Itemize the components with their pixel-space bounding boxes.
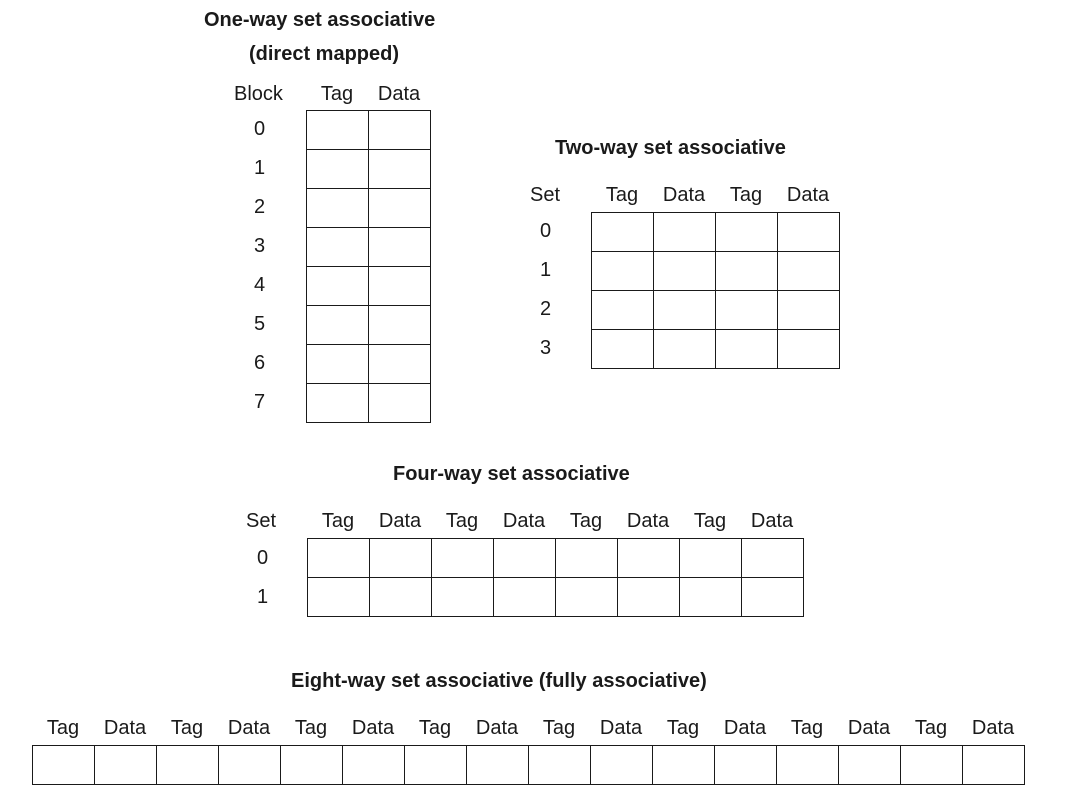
eight-way-data-cell [715, 746, 777, 785]
four-way-tag-cell [432, 539, 494, 578]
four-way-tag-cell [556, 578, 618, 617]
eight-way-col-header-tag: Tag [790, 717, 824, 739]
one-way-col-header-tag: Tag [320, 83, 354, 105]
one-way-tag-cell [307, 306, 369, 345]
one-way-data-cell [369, 384, 431, 423]
four-way-tag-cell [308, 539, 370, 578]
eight-way-data-cell [839, 746, 901, 785]
two-way-tag-cell [592, 291, 654, 330]
one-way-row-label: 7 [254, 391, 266, 413]
two-way-data-cell [778, 213, 840, 252]
four-way-col-header-data: Data [378, 510, 422, 532]
eight-way-tag-cell [901, 746, 963, 785]
one-way-data-cell [369, 267, 431, 306]
eight-way-col-header-data: Data [227, 717, 271, 739]
four-way-tag-cell [556, 539, 618, 578]
one-way-col-header-data: Data [377, 83, 421, 105]
two-way-row-header: Set [530, 184, 561, 206]
one-way-row-label: 2 [254, 196, 266, 218]
two-way-data-cell [654, 213, 716, 252]
one-way-row-header: Block [234, 83, 283, 105]
eight-way-col-header-tag: Tag [418, 717, 452, 739]
two-way-tag-cell [592, 213, 654, 252]
two-way-row-label: 2 [540, 298, 552, 320]
eight-way-col-header-tag: Tag [46, 717, 80, 739]
eight-way-data-cell [95, 746, 157, 785]
one-way-row-label: 4 [254, 274, 266, 296]
eight-way-data-cell [963, 746, 1025, 785]
two-way-data-cell [778, 330, 840, 369]
eight-way-data-cell [343, 746, 405, 785]
four-way-data-cell [742, 578, 804, 617]
eight-way-cache-grid [32, 745, 1025, 785]
one-way-data-cell [369, 189, 431, 228]
two-way-data-cell [654, 252, 716, 291]
one-way-tag-cell [307, 267, 369, 306]
eight-way-col-header-tag: Tag [542, 717, 576, 739]
one-way-tag-cell [307, 228, 369, 267]
four-way-row-label: 0 [257, 547, 269, 569]
one-way-tag-cell [307, 189, 369, 228]
two-way-tag-cell [716, 213, 778, 252]
eight-way-col-header-tag: Tag [914, 717, 948, 739]
eight-way-title: Eight-way set associative (fully associative) [291, 670, 707, 692]
four-way-col-header-tag: Tag [569, 510, 603, 532]
one-way-row-label: 5 [254, 313, 266, 335]
two-way-data-cell [778, 291, 840, 330]
four-way-col-header-tag: Tag [321, 510, 355, 532]
four-way-cache-grid [307, 538, 804, 617]
two-way-tag-cell [592, 330, 654, 369]
eight-way-tag-cell [281, 746, 343, 785]
four-way-data-cell [370, 539, 432, 578]
eight-way-col-header-data: Data [103, 717, 147, 739]
one-way-row-label: 6 [254, 352, 266, 374]
two-way-data-cell [654, 291, 716, 330]
eight-way-col-header-data: Data [351, 717, 395, 739]
two-way-col-header-tag: Tag [605, 184, 639, 206]
eight-way-data-cell [219, 746, 281, 785]
four-way-data-cell [618, 539, 680, 578]
eight-way-tag-cell [529, 746, 591, 785]
four-way-col-header-data: Data [750, 510, 794, 532]
four-way-row-label: 1 [257, 586, 269, 608]
one-way-tag-cell [307, 345, 369, 384]
four-way-data-cell [494, 539, 556, 578]
four-way-tag-cell [680, 539, 742, 578]
one-way-row-label: 3 [254, 235, 266, 257]
eight-way-col-header-tag: Tag [666, 717, 700, 739]
four-way-col-header-tag: Tag [693, 510, 727, 532]
two-way-row-label: 0 [540, 220, 552, 242]
eight-way-tag-cell [157, 746, 219, 785]
eight-way-tag-cell [653, 746, 715, 785]
two-way-row-label: 1 [540, 259, 552, 281]
four-way-col-header-data: Data [502, 510, 546, 532]
two-way-data-cell [654, 330, 716, 369]
one-way-data-cell [369, 345, 431, 384]
one-way-data-cell [369, 150, 431, 189]
eight-way-col-header-data: Data [971, 717, 1015, 739]
four-way-data-cell [742, 539, 804, 578]
eight-way-tag-cell [777, 746, 839, 785]
two-way-row-label: 3 [540, 337, 552, 359]
eight-way-data-cell [591, 746, 653, 785]
eight-way-tag-cell [33, 746, 95, 785]
eight-way-col-header-data: Data [847, 717, 891, 739]
two-way-tag-cell [716, 291, 778, 330]
one-way-title-line2: (direct mapped) [249, 43, 400, 65]
two-way-data-cell [778, 252, 840, 291]
four-way-col-header-tag: Tag [445, 510, 479, 532]
one-way-row-label: 1 [254, 157, 266, 179]
four-way-tag-cell [432, 578, 494, 617]
eight-way-col-header-data: Data [599, 717, 643, 739]
one-way-data-cell [369, 306, 431, 345]
eight-way-col-header-data: Data [723, 717, 767, 739]
eight-way-col-header-tag: Tag [170, 717, 204, 739]
one-way-tag-cell [307, 111, 369, 150]
one-way-tag-cell [307, 384, 369, 423]
four-way-tag-cell [680, 578, 742, 617]
four-way-data-cell [494, 578, 556, 617]
eight-way-col-header-data: Data [475, 717, 519, 739]
one-way-data-cell [369, 228, 431, 267]
two-way-tag-cell [716, 330, 778, 369]
two-way-col-header-tag: Tag [729, 184, 763, 206]
two-way-tag-cell [592, 252, 654, 291]
one-way-tag-cell [307, 150, 369, 189]
eight-way-data-cell [467, 746, 529, 785]
four-way-data-cell [370, 578, 432, 617]
one-way-data-cell [369, 111, 431, 150]
eight-way-col-header-tag: Tag [294, 717, 328, 739]
eight-way-tag-cell [405, 746, 467, 785]
two-way-tag-cell [716, 252, 778, 291]
two-way-cache-grid [591, 212, 840, 369]
one-way-title-line1: One-way set associative [204, 9, 436, 31]
two-way-col-header-data: Data [786, 184, 830, 206]
two-way-col-header-data: Data [662, 184, 706, 206]
one-way-row-label: 0 [254, 118, 266, 140]
four-way-data-cell [618, 578, 680, 617]
two-way-title: Two-way set associative [555, 137, 786, 159]
one-way-cache-grid [306, 110, 431, 423]
four-way-row-header: Set [246, 510, 277, 532]
four-way-title: Four-way set associative [393, 463, 630, 485]
four-way-tag-cell [308, 578, 370, 617]
four-way-col-header-data: Data [626, 510, 670, 532]
